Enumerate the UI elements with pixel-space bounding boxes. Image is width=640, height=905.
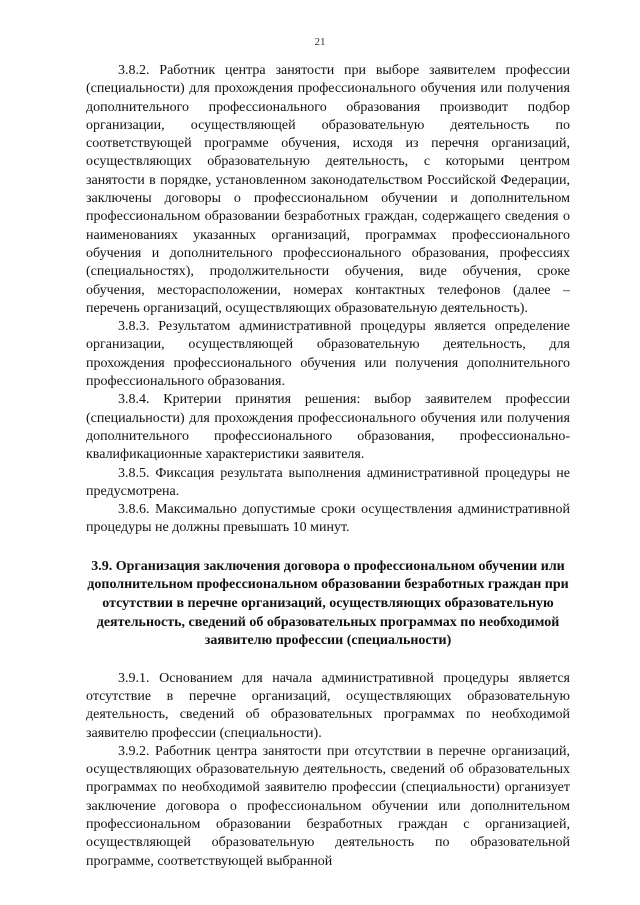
section-heading-3-9: 3.9. Организация заключения договора о профессиональном обучении или дополнительном профессиональном образовании безработных граждан при отсутствии в перечне организаций, осуществляющих образовательную деятельность, сведений об образовательных программах по необходимой заявителю профессии (специальности) [87, 558, 569, 649]
document-body [86, 62, 570, 871]
paragraph-3-8-6: 3.8.6. Максимально допустимые сроки осуществления административной процедуры не должны превышать 10 минут. [86, 502, 570, 536]
paragraph-3-8-2: 3.8.2. Работник центра занятости при выборе заявителем профессии (специальности) для прохождения профессионального обучения или получения дополнительного профессионального образования производит подбор организации, осуществляющей образовательную деятельность по соответствующей программе обучения, исходя из перечня организаций, осуществляющих образовательную деятельность, с которыми центром занятости в порядке, установленном законодательством Российской Федерации, заключены договоры о профессиональном обучении и дополнительном профессиональном образовании безработных граждан, содержащего сведения о наименованиях указанных организаций, программах профессионального обучения и дополнительного профессионального образования, профессиях (специальностях), продолжительности обучения, виде обучения, сроке обучения, месторасположении, номерах контактных телефонов (далее – перечень организаций, осуществляющих образовательную деятельность). [86, 63, 570, 316]
page-number: 21 [314, 36, 326, 48]
paragraph-3-8-4: 3.8.4. Критерии принятия решения: выбор заявителем профессии (специальности) для прохождения профессионального обучения или получения дополнительного профессионального образования, профессионально-квалификационные характеристики заявителя. [86, 392, 570, 463]
paragraph-3-9-1: 3.9.1. Основанием для начала административной процедуры является отсутствие в перечне организаций, осуществляющих образовательную деятельность, сведений об образовательных программах по необходимой заявителю профессии (специальности). [86, 670, 570, 741]
paragraph-3-9-2: 3.9.2. Работник центра занятости при отсутствии в перечне организаций, осуществляющих образовательную деятельность, сведений об образовательных программах по необходимой заявителю профессии (специальности) организует заключение договора о профессиональном обучении или дополнительном профессиональном образовании безработных граждан с организацией, осуществляющей образовательную деятельность по образовательной программе, соответствующей выбранной [86, 743, 570, 869]
paragraph-3-8-3: 3.8.3. Результатом административной процедуры является определение организации, осуществляющей образовательную деятельность, для прохождения профессионального обучения или получения дополнительного профессионального образования. [86, 319, 570, 390]
paragraph-3-8-5: 3.8.5. Фиксация результата выполнения административной процедуры не предусмотрена. [86, 465, 570, 499]
